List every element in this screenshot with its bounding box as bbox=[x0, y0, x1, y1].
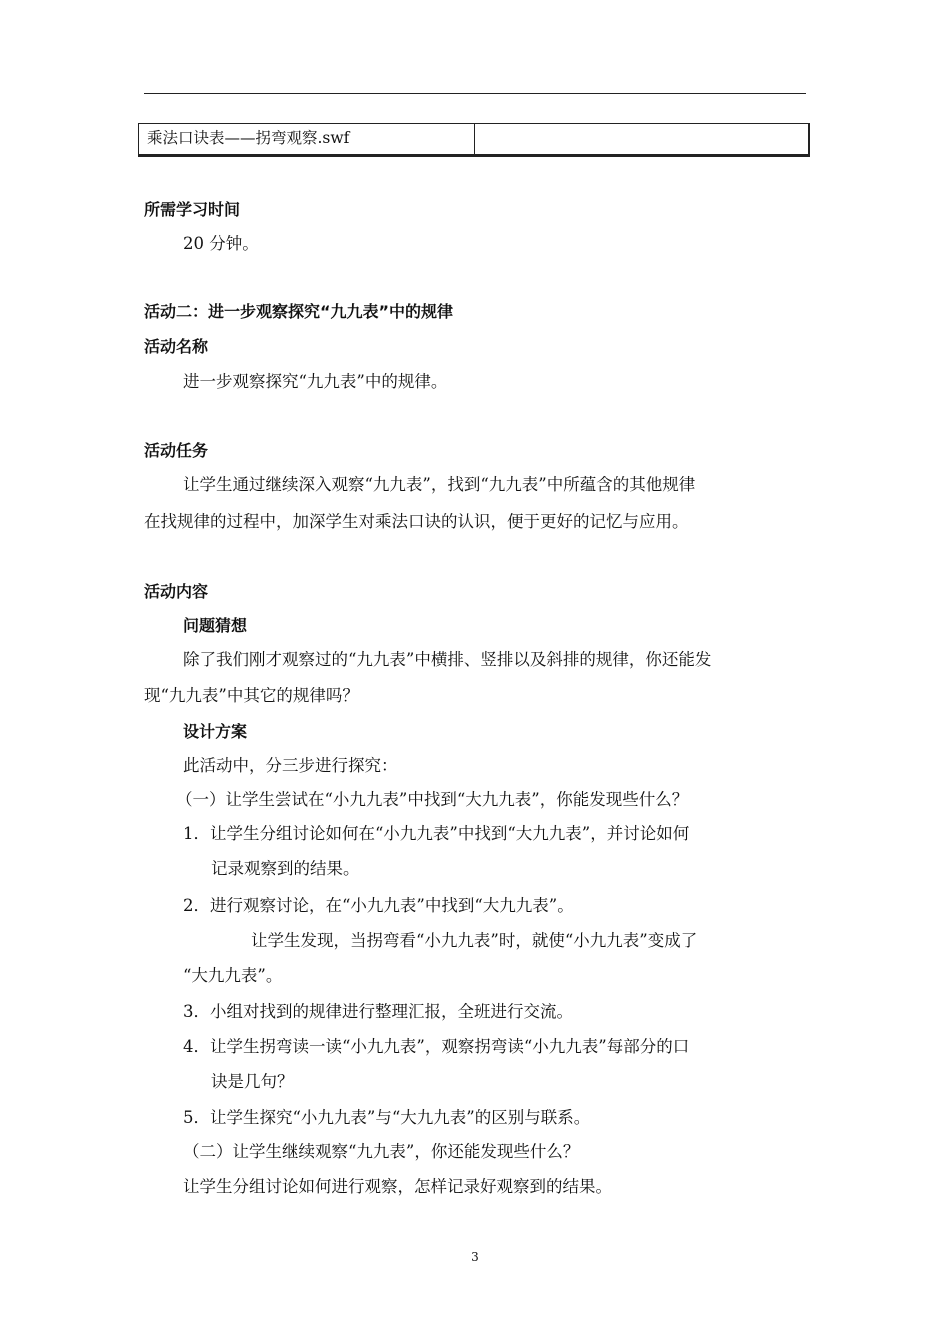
page-number: 3 bbox=[471, 1250, 479, 1264]
step-2-title: （二）让学生继续观察“九九表”，你还能发现些什么？ bbox=[183, 1142, 580, 1161]
study-time-value: 20 分钟。 bbox=[183, 234, 259, 253]
step-1-item-2-note-line-1: 让学生发现，当拐弯看“小九九表”时，就使“小九九表”变成了 bbox=[251, 931, 698, 950]
step-1-item-4-line-1: 4．让学生拐弯读一读“小九九表”，观察拐弯读“小九九表”每部分的口 bbox=[183, 1037, 690, 1056]
question-line-2: 现“九九表”中其它的规律吗？ bbox=[144, 686, 359, 705]
activity-task-line-2: 在找规律的过程中，加深学生对乘法口诀的认识，便于更好的记忆与应用。 bbox=[144, 512, 689, 531]
question-heading: 问题猜想 bbox=[183, 616, 248, 635]
question-line-1: 除了我们刚才观察过的“九九表”中横排、竖排以及斜排的规律，你还能发 bbox=[183, 650, 712, 669]
step-2-text: 让学生分组讨论如何进行观察，怎样记录好观察到的结果。 bbox=[183, 1177, 612, 1196]
resource-table bbox=[138, 123, 810, 157]
study-time-heading: 所需学习时间 bbox=[144, 200, 241, 219]
design-heading: 设计方案 bbox=[183, 722, 248, 741]
step-1-item-3: 3．小组对找到的规律进行整理汇报，全班进行交流。 bbox=[183, 1002, 573, 1021]
step-1-title: （一）让学生尝试在“小九九表”中找到“大九九表”，你能发现些什么？ bbox=[176, 790, 689, 809]
step-1-item-2: 2．进行观察讨论，在“小九九表”中找到“大九九表”。 bbox=[183, 896, 574, 915]
table-cell-filename: 乘法口诀表——拐弯观察.swf bbox=[139, 124, 475, 154]
activity-task-line-1: 让学生通过继续深入观察“九九表”，找到“九九表”中所蕴含的其他规律 bbox=[183, 475, 696, 494]
step-1-item-4-line-2: 诀是几句？ bbox=[211, 1072, 294, 1091]
step-1-item-1-line-2: 记录观察到的结果。 bbox=[211, 859, 360, 878]
design-intro: 此活动中，分三步进行探究： bbox=[183, 756, 398, 775]
header-rule bbox=[144, 93, 806, 94]
step-1-item-1-line-1: 1．让学生分组讨论如何在“小九九表”中找到“大九九表”，并讨论如何 bbox=[183, 824, 690, 843]
activity-name-text: 进一步观察探究“九九表”中的规律。 bbox=[183, 372, 448, 391]
activity-name-heading: 活动名称 bbox=[144, 337, 209, 356]
activity-title: 活动二：进一步观察探究“九九表”中的规律 bbox=[144, 302, 454, 321]
activity-content-heading: 活动内容 bbox=[144, 582, 209, 601]
activity-task-heading: 活动任务 bbox=[144, 441, 209, 460]
step-1-item-2-note-line-2: “大九九表”。 bbox=[183, 966, 283, 985]
step-1-item-5: 5．让学生探究“小九九表”与“大九九表”的区别与联系。 bbox=[183, 1108, 591, 1127]
